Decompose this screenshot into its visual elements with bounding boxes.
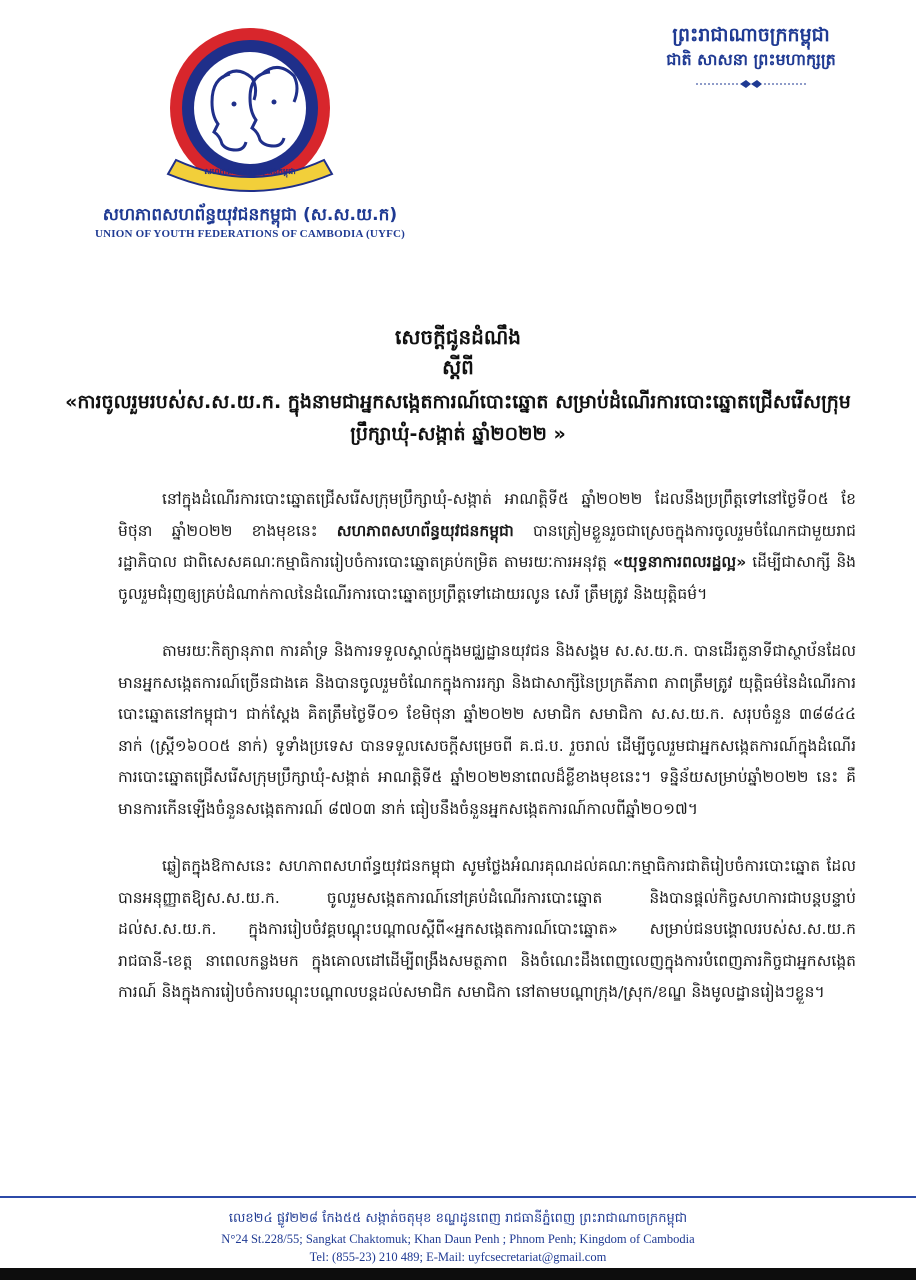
paragraph-1-bold-org: សហភាពសហព័ន្ធយុវជនកម្ពុជា [336, 521, 514, 540]
notice-subtitle: ស្តីពី [442, 355, 474, 379]
footer-contact: Tel: (855-23) 210 489; E-Mail: uyfcsecretariat@gmail.com [309, 1250, 607, 1264]
footer-address-khmer: លេខ២៤ ផ្លូវ២២៨ កែង៥៥ សង្កាត់ចតុមុខ ខណ្ឌដូនពេញ រាជធានីភ្នំពេញ ព្រះរាជាណាចក្រកម្ពុជា [228, 1211, 688, 1226]
bottom-edge-bar [0, 1268, 916, 1280]
paragraph-1-text-b: បានត្រៀមខ្លួនរួចជាស្រេចក្នុងការចូលរួមចំណែកជាមួយរាជរដ្ឋាភិបាល ជាពិសេសគណៈកម្មាធិការរៀបចំការបោះឆ្នោតគ្រប់កម្រិត តាមរយៈការអនុវត្ត [118, 521, 856, 571]
paragraph-1-bold-campaign: «យុទ្ធនាការពលរដ្ឋល្អ» [613, 553, 747, 571]
org-name-khmer: សហភាពសហព័ន្ធយុវជនកម្ពុជា (ស.ស.យ.ក) [102, 205, 398, 225]
paragraph-1 [118, 484, 856, 610]
footer-divider [0, 1196, 916, 1198]
notice-subject: «ការចូលរួមរបស់ស.ស.យ.ក. ក្នុងនាមជាអ្នកសង្កេតការណ៍បោះឆ្នោត សម្រាប់ដំណើរការបោះឆ្នោតជ្រើសរើសក្រុមប្រឹក្សាឃុំ-សង្កាត់ ឆ្នាំ២០២២ » [65, 391, 851, 445]
logo-ribbon-text: សហភាពសហព័ន្ធយុវជនកម្ពុជា [204, 167, 296, 176]
paragraph-1-text-a: នៅក្នុងដំណើរការបោះឆ្នោតជ្រើសរើសក្រុមប្រឹក្សាឃុំ-សង្កាត់ អាណត្តិទី៥ ឆ្នាំ២០២២ ដែលនឹងប្រព្រឹត្តទៅនៅថ្ងៃទី០៥ ខែមិថុនា ឆ្នាំ២០២២ ខាងមុខនេះ [118, 490, 856, 540]
footer [60, 1208, 856, 1266]
ornament-divider-icon [696, 78, 806, 90]
paragraph-1-text-c: ដើម្បីជាសាក្សី និងចូលរួមជំរុញឲ្យគ្រប់ដំណាក់កាលនៃដំណើរការបោះឆ្នោតប្រព្រឹត្តទៅដោយរលូន សេរី ត្រឹមត្រូវ និងយុត្តិធម៌។ [118, 553, 856, 603]
uyfc-logo-icon [138, 22, 362, 200]
motto-line: ជាតិ សាសនា ព្រះមហាក្សត្រ [666, 50, 836, 69]
notice-heading [60, 322, 856, 450]
paragraph-2: តាមរយៈកិត្យានុភាព ការគាំទ្រ និងការទទួលស្គាល់ក្នុងមជ្ឈដ្ឋានយុវជន និងសង្គម ស.ស.យ.ក. បានដើរតួនាទីជាស្ថាប័នដែលមានអ្នកសង្កេតការណ៍ច្រើនជាងគេ និងបានចូលរួមចំណែកក្នុងការរក្សា និងជាសាក្សីនៃប្រក្រតីភាព ភាពត្រឹមត្រូវ យុត្តិធម៌នៃដំណើរការបោះឆ្នោតនៅកម្ពុជា។ ជាក់ស្តែង គិតត្រឹមថ្ងៃទី០១ ខែមិថុនា ឆ្នាំ២០២២ សមាជិក សមាជិកា ស.ស.យ.ក. សរុបចំនួន ៣៨៨៤៤ នាក់ (ស្ត្រី១៦០០៥ នាក់) ទូទាំងប្រទេស បានទទួលសេចក្តីសម្រេចពី គ.ជ.ប. រួចរាល់ ដើម្បីចូលរួមជាអ្នកសង្កេតការណ៍ក្នុងដំណើរការបោះឆ្នោតជ្រើសរើសក្រុមប្រឹក្សាឃុំ-សង្កាត់ អាណត្តិទី៥ ឆ្នាំ២០២២នាពេលដ៏ខ្លីខាងមុខនេះ។ ទន្និន័យសម្រាប់ឆ្នាំ២០២២ នេះ គឺមានការកើនឡើងចំនួនសង្កេតការណ៍ ៨៧០៣ នាក់ ធៀបនឹងចំនួនអ្នកសង្កេតការណ៍កាលពីឆ្នាំ២០១៧។ [118, 642, 856, 818]
kingdom-line: ព្រះរាជាណាចក្រកម្ពុជា [672, 24, 830, 46]
footer-address-english: N°24 St.228/55; Sangkat Chaktomuk; Khan Daun Penh ; Phnom Penh; Kingdom of Cambodia [221, 1232, 695, 1246]
kingdom-motto [636, 22, 866, 94]
org-name-english: UNION OF YOUTH FEDERATIONS OF CAMBODIA (UYFC) [94, 228, 406, 240]
notice-body [118, 484, 856, 1035]
paragraph-3: ឆ្លៀតក្នុងឱកាសនេះ សហភាពសហព័ន្ធយុវជនកម្ពុជា សូមថ្លែងអំណរគុណដល់គណៈកម្មាធិការជាតិរៀបចំការបោះឆ្នោត ដែលបានអនុញ្ញាតឱ្យស.ស.យ.ក. ចូលរួមសង្កេតការណ៍នៅគ្រប់ដំណើរការបោះឆ្នោត និងបានផ្តល់កិច្ចសហការជាបន្តបន្ទាប់ដល់ស.ស.យ.ក. ក្នុងការរៀបចំវគ្គបណ្តុះបណ្តាលស្តីពី«អ្នកសង្កេតការណ៍បោះឆ្នោត» សម្រាប់ជនបង្គោលរបស់ស.ស.យ.ក រាជធានី-ខេត្ត នាពេលកន្លងមក ក្នុងគោលដៅដើម្បីពង្រឹងសមត្ថភាព និងចំណេះដឹងពេញលេញក្នុងការបំពេញភារកិច្ចជាអ្នកសង្កេតការណ៍ និងក្នុងការរៀបចំការបណ្តុះបណ្តាលបន្តដល់សមាជិក សមាជិកា នៅតាមបណ្តាក្រុង/ស្រុក/ខណ្ឌ និងមូលដ្ឋានរៀងៗខ្លួន។ [118, 857, 856, 1001]
notice-title: សេចក្តីជូនដំណឹង [395, 325, 521, 349]
org-logo-block [80, 22, 420, 247]
